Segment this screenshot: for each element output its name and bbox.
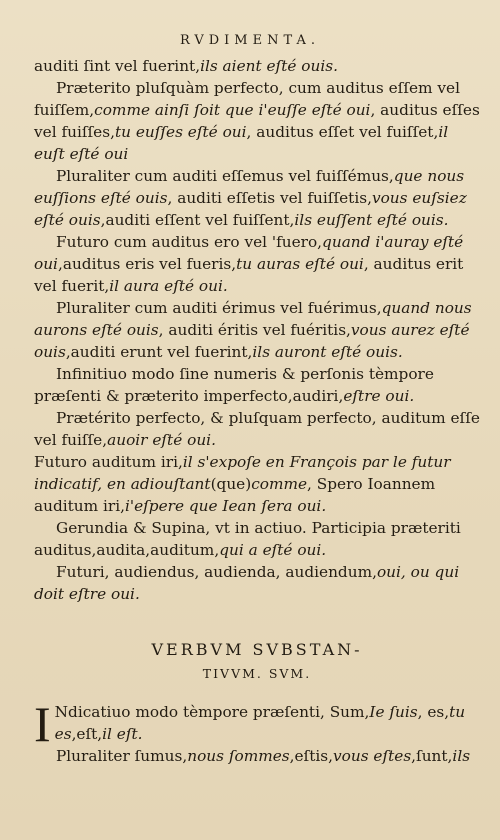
- latin-text: ,ſunt,: [411, 747, 453, 765]
- french-gloss: comme ainſi ſoit que i'euſſe eſté oui: [94, 101, 371, 119]
- french-gloss: il aura eſté oui.: [109, 277, 228, 295]
- latin-text: Præterito pluſquàm perfecto, cum auditus eſſem vel fuiſſem,: [34, 79, 460, 119]
- sum-paragraph: [34, 696, 480, 752]
- french-gloss: vous euſsiez eſté ouis: [34, 189, 467, 229]
- french-gloss: auoir eſté oui.: [107, 431, 216, 449]
- latin-text: , auditi eſſetis vel fuiſſetis,: [167, 189, 372, 207]
- section-heading-continued: TIVVM. SVM.: [202, 666, 312, 681]
- latin-text: , auditus erit vel fuerit,: [34, 255, 464, 295]
- grammar-paragraph: [34, 407, 480, 451]
- french-gloss: vous aurez eſté ouis: [34, 321, 470, 361]
- french-gloss: nous ſommes: [187, 747, 290, 765]
- latin-text: ,auditi erunt vel fuerint,: [65, 343, 253, 361]
- grammar-paragraph: [34, 297, 480, 363]
- french-gloss: comme: [251, 475, 308, 493]
- french-gloss: il s'expoſe en François par le futur indicatif, en adiouſtant: [34, 453, 451, 493]
- latin-text: ,auditi eſſent vel fuiſſent,: [100, 211, 295, 229]
- french-gloss: ils: [452, 747, 471, 765]
- latin-text: Ndicatiuo modo tèmpore præſenti, Sum,: [54, 703, 370, 721]
- latin-text: ,auditus eris vel fueris,: [57, 255, 237, 273]
- french-gloss: tu euſſes eſté oui: [114, 123, 247, 141]
- french-gloss: Ie ſuis: [369, 703, 418, 721]
- latin-text: Infinitiuo modo ſine numeris & perſonis tèmpore præſenti & præterito imperfecto,audiri,: [34, 365, 434, 405]
- latin-text: Futuro auditum iri,: [34, 453, 183, 471]
- latin-text: Futuro cum auditus ero vel 'fuero,: [56, 233, 323, 251]
- grammar-paragraph: [34, 561, 480, 605]
- french-gloss: eſtre oui.: [343, 387, 415, 405]
- latin-text: Pluraliter cum auditi érimus vel fuérimus,: [56, 299, 382, 317]
- french-gloss: oui, ou qui doit eſtre oui.: [34, 563, 460, 603]
- french-gloss: tu auras eſté oui: [236, 255, 364, 273]
- latin-text: ,eſtis,: [289, 747, 333, 765]
- latin-text: auditi ſint vel fuerint,: [34, 57, 201, 75]
- latin-text: Pluraliter cum auditi eſſemus vel fuiſſémus,: [56, 167, 394, 185]
- running-head: RVDIMENTA.: [180, 33, 320, 48]
- grammar-paragraph: [34, 77, 480, 165]
- latin-text: , es,: [417, 703, 450, 721]
- french-gloss: il euſt eſté oui: [34, 123, 449, 163]
- grammar-paragraph: [34, 517, 480, 561]
- section-heading: VERBVM SVBSTAN-: [151, 640, 363, 659]
- grammar-paragraphs: [34, 55, 480, 605]
- grammar-paragraph: [34, 55, 480, 77]
- latin-text: , auditi éritis vel fuéritis,: [158, 321, 351, 339]
- french-gloss: que nous euſſions eſté ouis: [34, 167, 465, 207]
- grammar-paragraph: [34, 165, 480, 231]
- latin-text: , auditus eſſes vel fuiſſes,: [34, 101, 480, 141]
- french-gloss: quand i'auray eſté oui: [34, 233, 464, 273]
- main-text: [34, 55, 480, 767]
- grammar-paragraph: [34, 363, 480, 407]
- french-gloss: quand nous aurons eſté ouis: [34, 299, 472, 339]
- latin-text: , Spero Ioannem auditum iri,: [34, 475, 436, 515]
- latin-text: Futuri, audiendus, audienda, audiendum,: [56, 563, 377, 581]
- french-gloss: ils euſſent eſté ouis.: [294, 211, 449, 229]
- grammar-paragraph: [34, 231, 480, 297]
- french-gloss: ils auront eſté ouis.: [252, 343, 403, 361]
- french-gloss: i'eſpere que Iean ſera oui.: [124, 497, 327, 515]
- plural-paragraph: [34, 745, 480, 767]
- french-gloss: tu es: [54, 703, 466, 743]
- french-gloss: il eſt.: [102, 725, 143, 743]
- latin-text: ,eſt,: [71, 725, 103, 743]
- french-gloss: vous eſtes: [332, 747, 412, 765]
- latin-text: Pluraliter ſumus,: [56, 747, 188, 765]
- latin-text: Gerundia & Supina, vt in actiuo. Participia præteriti auditus,audita,auditum,: [34, 519, 461, 559]
- french-gloss: ils aient eſté ouis.: [200, 57, 338, 75]
- latin-text: Prætérito perfecto, & pluſquam perfecto, auditum eſſe vel fuiſſe,: [34, 409, 480, 449]
- drop-cap-initial: I: [34, 696, 51, 752]
- french-gloss: qui a eſté oui.: [219, 541, 327, 559]
- latin-text: (que): [210, 475, 252, 493]
- grammar-paragraph: [34, 451, 480, 517]
- latin-text: , auditus eſſet vel fuiſſet,: [246, 123, 439, 141]
